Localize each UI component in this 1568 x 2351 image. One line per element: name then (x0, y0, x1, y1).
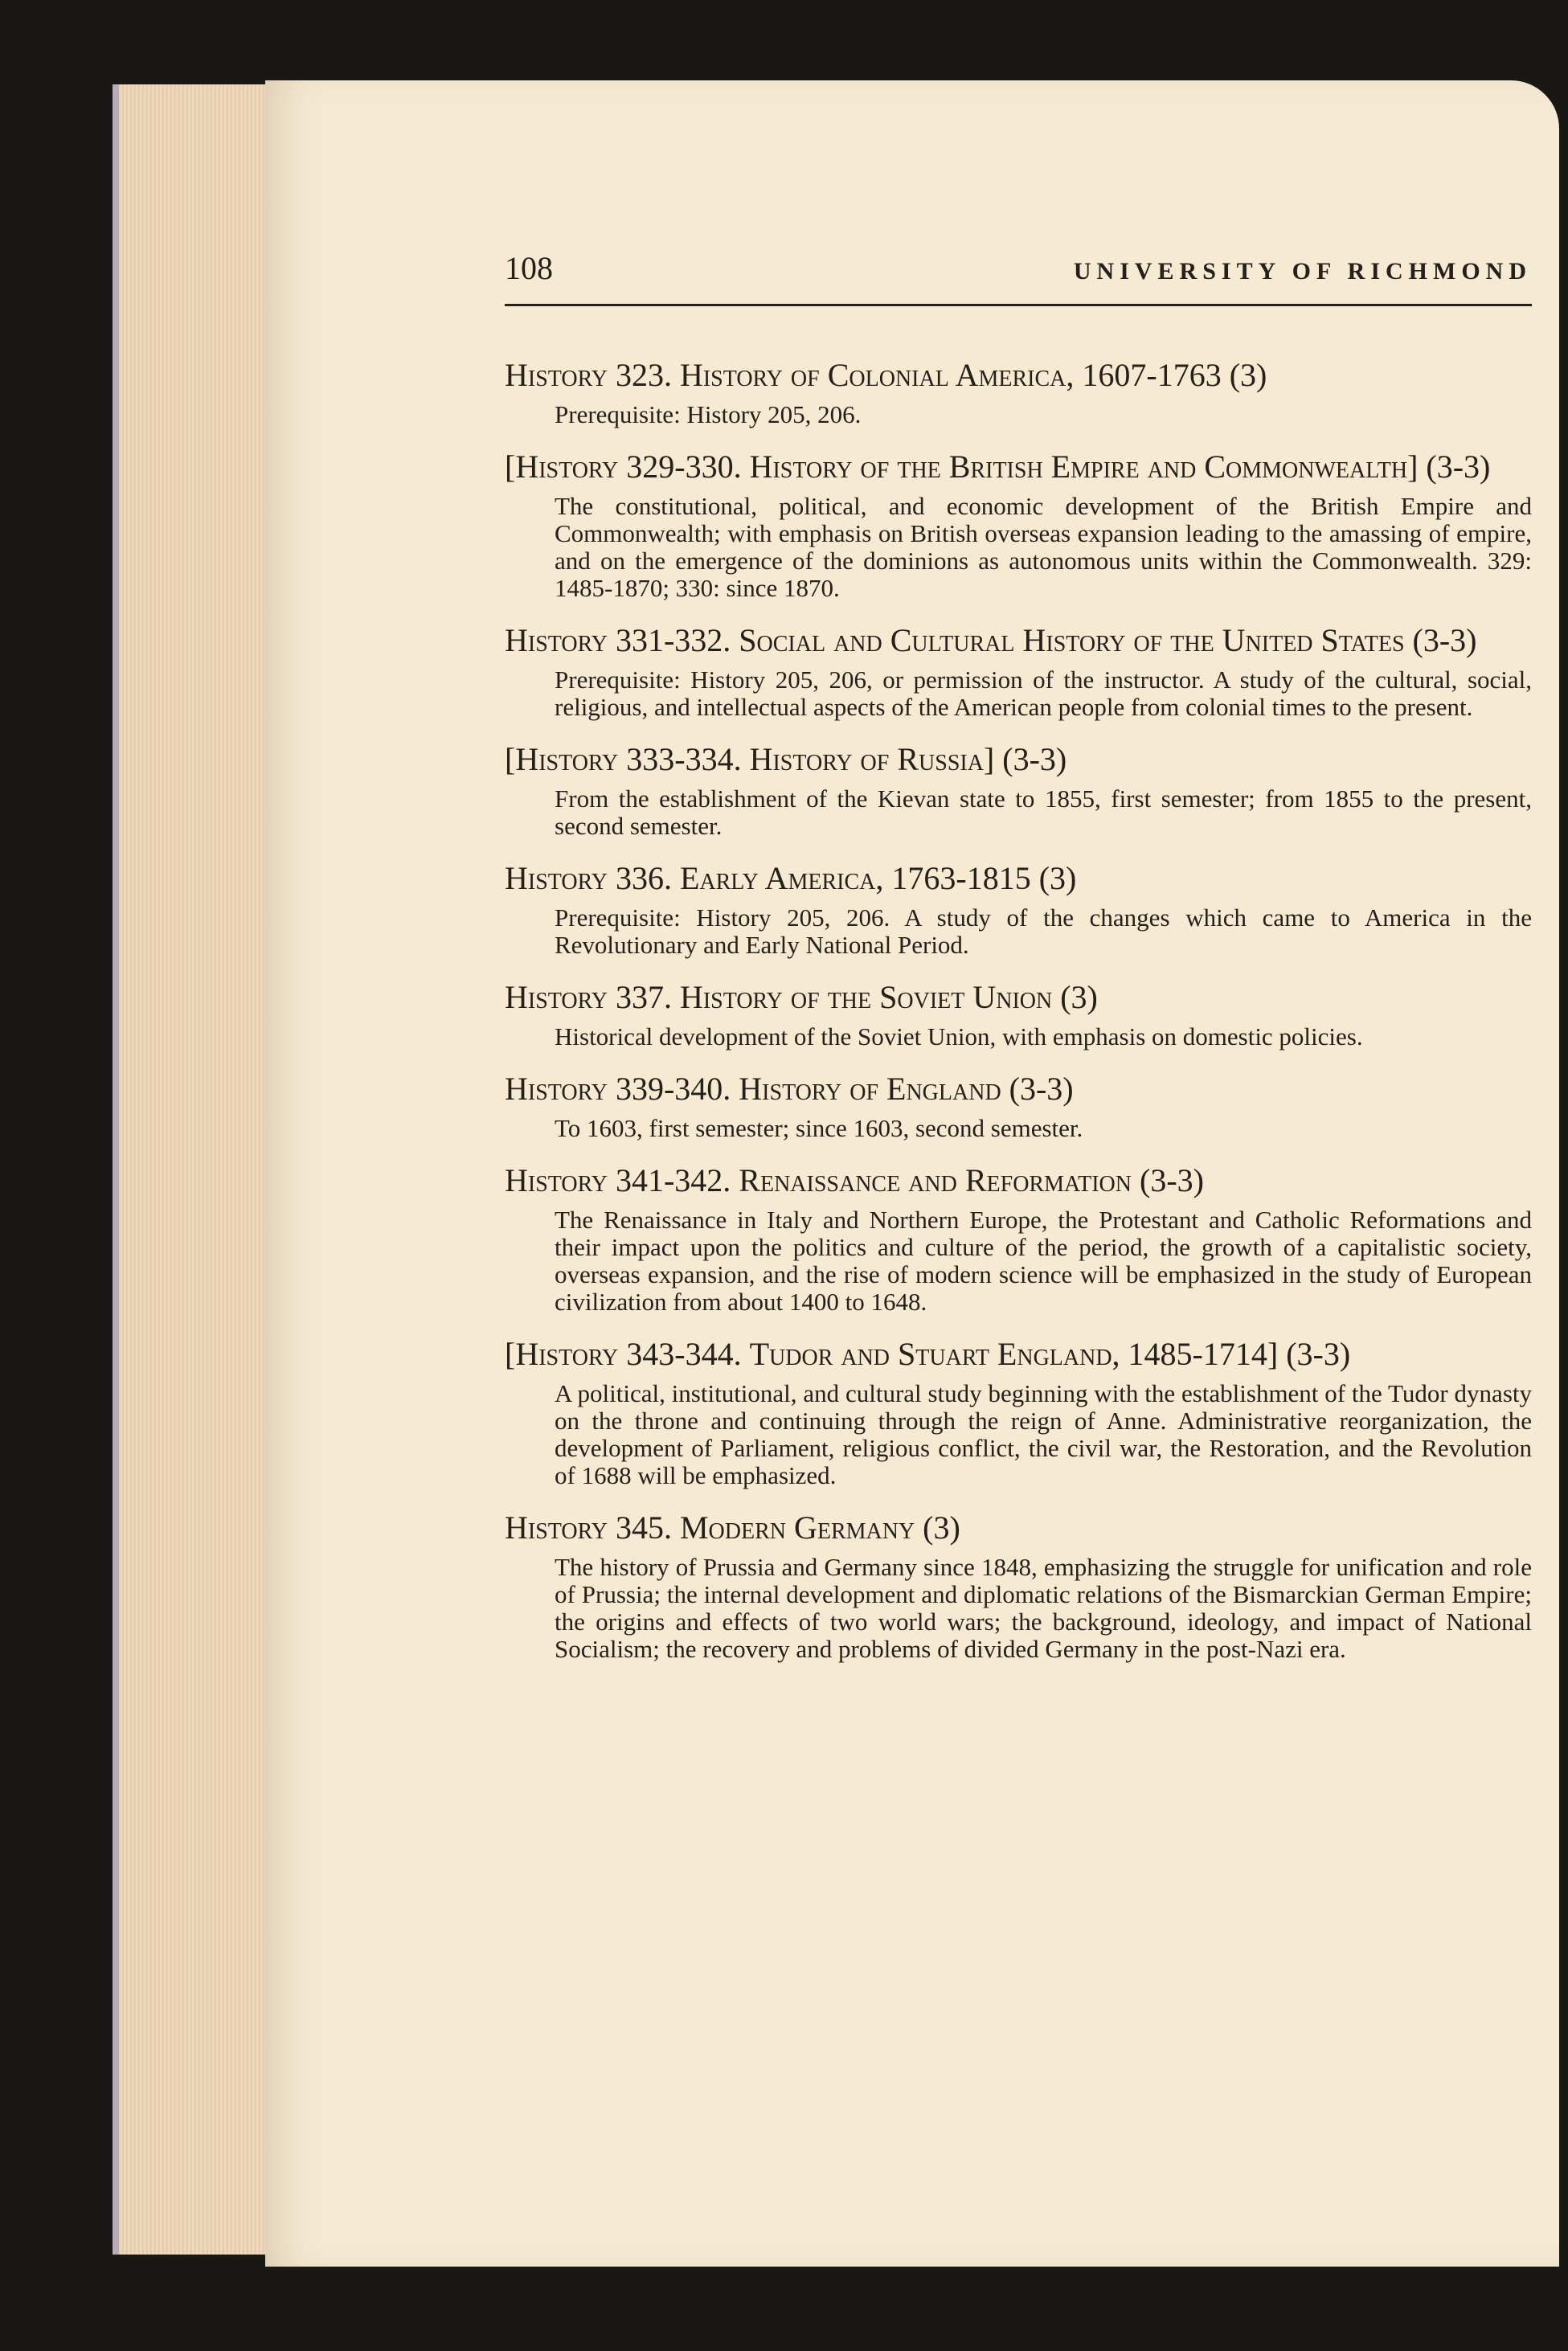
course-heading (505, 1505, 1532, 1550)
page-content (505, 249, 1532, 1679)
course-entry (505, 1332, 1532, 1489)
course-entry (505, 353, 1532, 428)
course-heading (505, 1067, 1532, 1112)
course-number: History 331-332. (505, 622, 731, 658)
course-number: History 341-342. (505, 1162, 731, 1198)
course-heading (505, 444, 1532, 489)
course-entry (505, 444, 1532, 602)
course-number: [History 343-344. (505, 1336, 742, 1372)
course-title: History of the British Empire and Commonwealth] (3-3) (749, 448, 1491, 485)
course-number: History 336. (505, 860, 672, 896)
course-entry (505, 737, 1532, 840)
page-number: 108 (505, 250, 553, 286)
course-title: History of England (3-3) (739, 1071, 1074, 1107)
course-description: Historical development of the Soviet Union, with emphasis on domestic policies. (555, 1022, 1363, 1051)
course-heading (505, 856, 1532, 901)
course-number: History 339-340. (505, 1071, 731, 1107)
course-entry (505, 1067, 1532, 1142)
course-number: [History 329-330. (505, 448, 742, 485)
course-description: The history of Prussia and Germany since 1848, emphasizing the struggle for unification and role of Prussia; the internal development and diplomatic relations of the Bismarckian German Empire; the origins and effects of two world wars; the background, ideology, and impact of National Socialism; the recovery and problems of divided Germany in the post-Nazi era. (555, 1553, 1532, 1663)
course-list (505, 353, 1532, 1663)
course-heading (505, 618, 1532, 663)
course-heading (505, 1158, 1532, 1203)
course-description: The Renaissance in Italy and Northern Europe, the Protestant and Catholic Reformations and their impact upon the politics and culture of the period, the growth of a capitalistic society, overseas expansion, and the rise of modern science will be emphasized in the study of European civilization from about 1400 to 1648. (555, 1206, 1532, 1316)
course-description: The constitutional, political, and economic development of the British Empire and Commonwealth; with emphasis on British overseas expansion leading to the amassing of empire, and on the emergence of the dominions as autonomous units within the Commonwealth. 329: 1485-1870; 330: since 1870. (555, 492, 1532, 602)
course-entry (505, 618, 1532, 721)
course-heading (505, 975, 1532, 1020)
course-heading (505, 1332, 1532, 1377)
course-entry (505, 1505, 1532, 1663)
course-number: History 337. (505, 979, 672, 1015)
page-edges (113, 84, 288, 2255)
course-title: History of Colonial America, 1607-1763 (3) (679, 357, 1267, 393)
course-heading (505, 353, 1532, 398)
page-header (505, 249, 1532, 306)
course-entry (505, 856, 1532, 959)
running-head: UNIVERSITY OF RICHMOND (1073, 258, 1532, 285)
course-description: From the establishment of the Kievan state to 1855, first semester; from 1855 to the present, second semester. (555, 784, 1532, 840)
course-title: History of Russia] (3-3) (749, 741, 1067, 777)
course-description: To 1603, first semester; since 1603, second semester. (555, 1114, 1083, 1142)
course-title: Modern Germany (3) (679, 1509, 960, 1546)
course-entry (505, 1158, 1532, 1316)
course-title: Tudor and Stuart England, 1485-1714] (3-3) (749, 1336, 1351, 1372)
course-description: Prerequisite: History 205, 206. A study of the changes which came to America in the Revolutionary and Early National Period. (555, 903, 1532, 959)
course-description: Prerequisite: History 205, 206. (555, 400, 862, 428)
course-heading (505, 737, 1532, 782)
course-number: History 345. (505, 1509, 672, 1546)
course-title: Early America, 1763-1815 (3) (679, 860, 1077, 896)
course-entry (505, 975, 1532, 1051)
course-title: Social and Cultural History of the United States (3-3) (739, 622, 1477, 658)
course-description: Prerequisite: History 205, 206, or permission of the instructor. A study of the cultural, social, religious, and intellectual aspects of the American people from colonial times to the present. (555, 666, 1532, 721)
course-number: [History 333-334. (505, 741, 742, 777)
course-description: A political, institutional, and cultural study beginning with the establishment of the Tudor dynasty on the throne and continuing through the reign of Anne. Administrative reorganization, the development of Parliament, religious conflict, the civil war, the Restoration, and the Revolution of 1688 will be emphasized. (555, 1379, 1532, 1489)
course-title: History of the Soviet Union (3) (679, 979, 1098, 1015)
course-title: Renaissance and Reformation (3-3) (739, 1162, 1204, 1198)
course-number: History 323. (505, 357, 672, 393)
